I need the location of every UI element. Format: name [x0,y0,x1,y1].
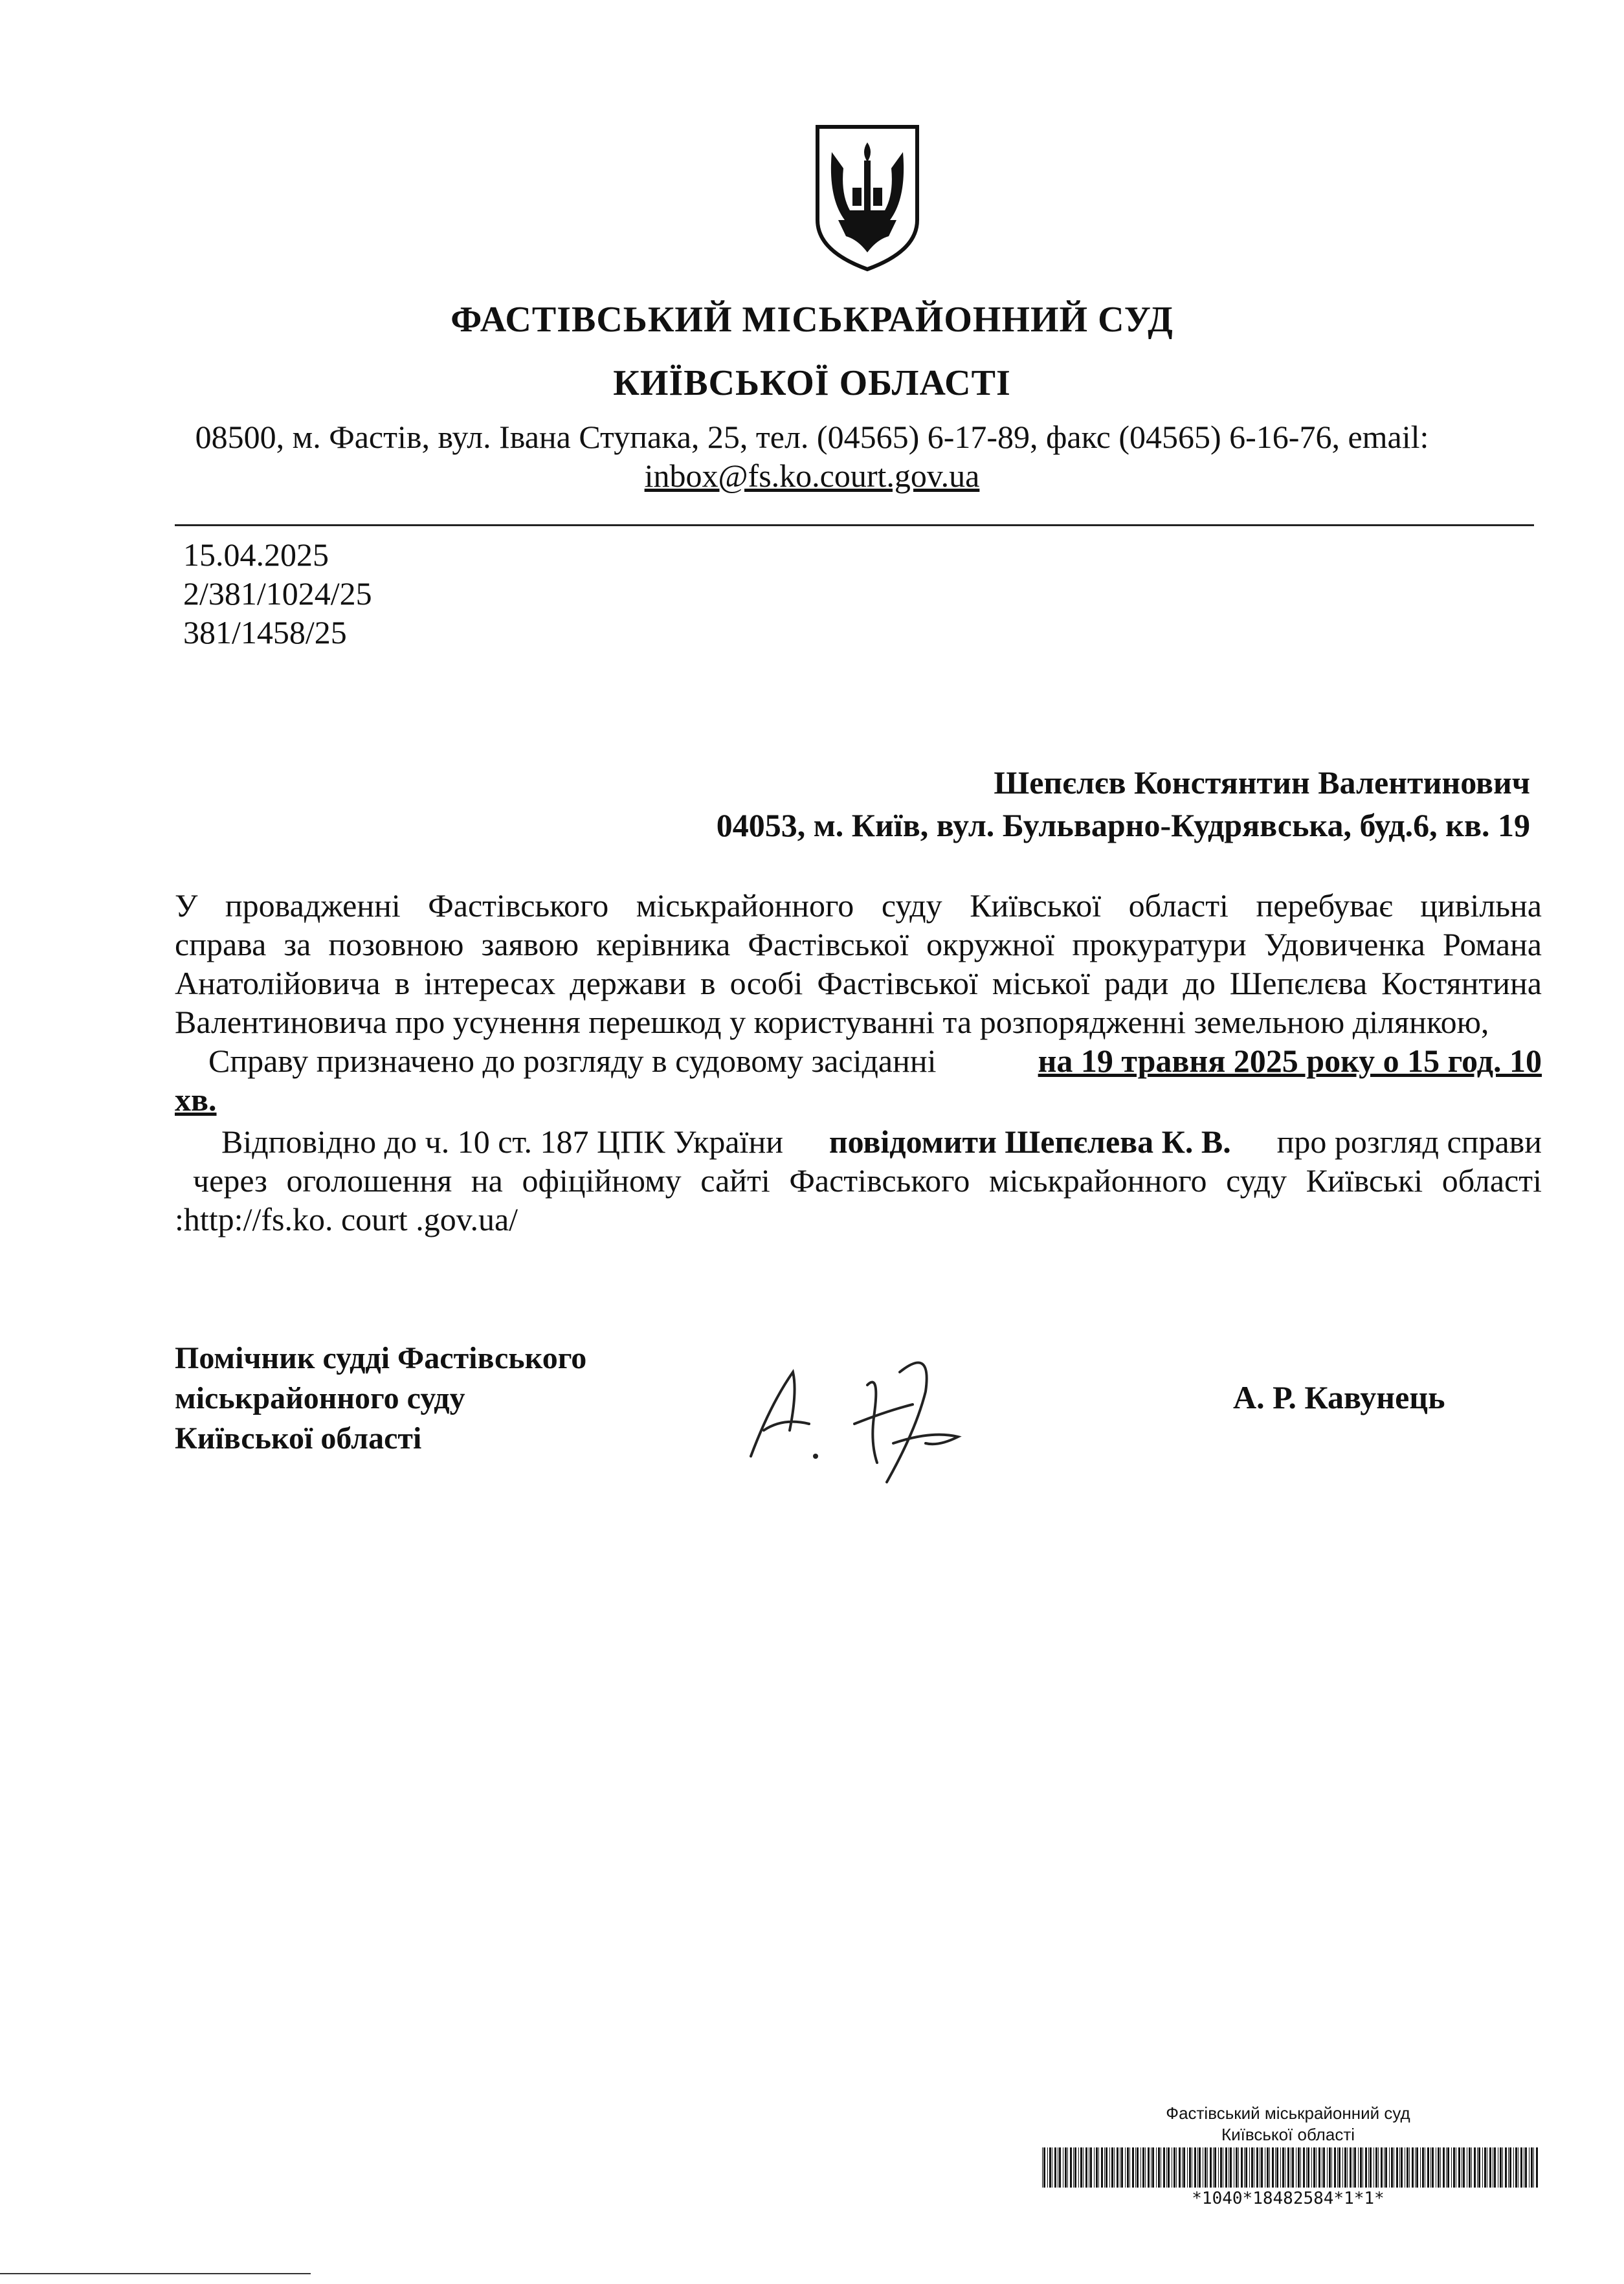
signer-position [175,1338,586,1459]
hearing-date-cont: хв. [175,1081,217,1118]
court-website-link[interactable]: :http://fs.ko. court .gov.ua/ [175,1201,518,1237]
signer-position-line: Помічник судді Фастівського [175,1341,587,1375]
signer-name: А. Р. Кавунець [1233,1379,1445,1415]
hearing-date: на 19 травня 2025 року о 15 год. 10 [1038,1043,1542,1079]
signer-position-line: Київської області [175,1421,422,1456]
court-region: КИЇВСЬКОЇ ОБЛАСТІ [613,363,1011,403]
body-line: Валентиновича про усунення перешкод у користуванні та розпорядженні земельною ділянкою, [175,1004,1489,1040]
outgoing-number: 2/381/1024/25 [183,575,372,612]
body-line: справа за позовною заявою керівника Фастівської окружної прокуратури Удовиченка Романа [175,926,1542,962]
court-address: 08500, м. Фастів, вул. Івана Ступака, 25, тел. (04565) 6-17-89, факс (04565) 6-16-76, email: [195,419,1429,455]
case-number: 381/1458/25 [183,614,347,650]
trident-coat-of-arms-icon [812,123,922,272]
hearing-line [208,1042,1542,1080]
page-footer-line [0,2273,311,2274]
document-date: 15.04.2025 [183,537,329,573]
recipient-name: Шепєлєв Констянтин Валентинович [994,764,1530,801]
body-line: Анатолійовича в інтересах держави в особі Фастівської міської ради до Шепєлєва Костянтина [175,965,1542,1001]
hearing-text: Справу призначено до розгляду в судовому засіданні [208,1043,937,1079]
document-barcode [1042,2147,1539,2188]
handwritten-signature [738,1333,1010,1489]
stamp-court-name: Фастівський міськрайонний суд [1166,2103,1410,2123]
stamp-court-region: Київської області [1221,2125,1355,2144]
court-email-link[interactable]: inbox@fs.ko.court.gov.ua [644,458,980,494]
body-line: через оголошення на офіційному сайті Фастівського міськрайонного суду Київські області [193,1162,1542,1199]
signer-position-line: міськрайонного суду [175,1381,465,1415]
body-line: У провадженні Фастівського міськрайонного суду Київської області перебуває цивільна [175,887,1542,924]
recipient-address: 04053, м. Київ, вул. Бульварно-Кудрявська, буд.6, кв. 19 [716,807,1530,843]
notice-rest: про розгляд справи [1276,1124,1542,1160]
barcode-number: *1040*18482584*1*1* [1192,2189,1385,2208]
notice-text: Відповідно до ч. 10 ст. 187 ЦПК України [221,1124,783,1160]
court-name: ФАСТІВСЬКИЙ МІСЬКРАЙОННИЙ СУД [450,300,1174,340]
header-divider [175,524,1534,526]
notice-line [221,1123,1542,1160]
notice-bold: повідомити Шепєлева К. В. [829,1124,1231,1160]
